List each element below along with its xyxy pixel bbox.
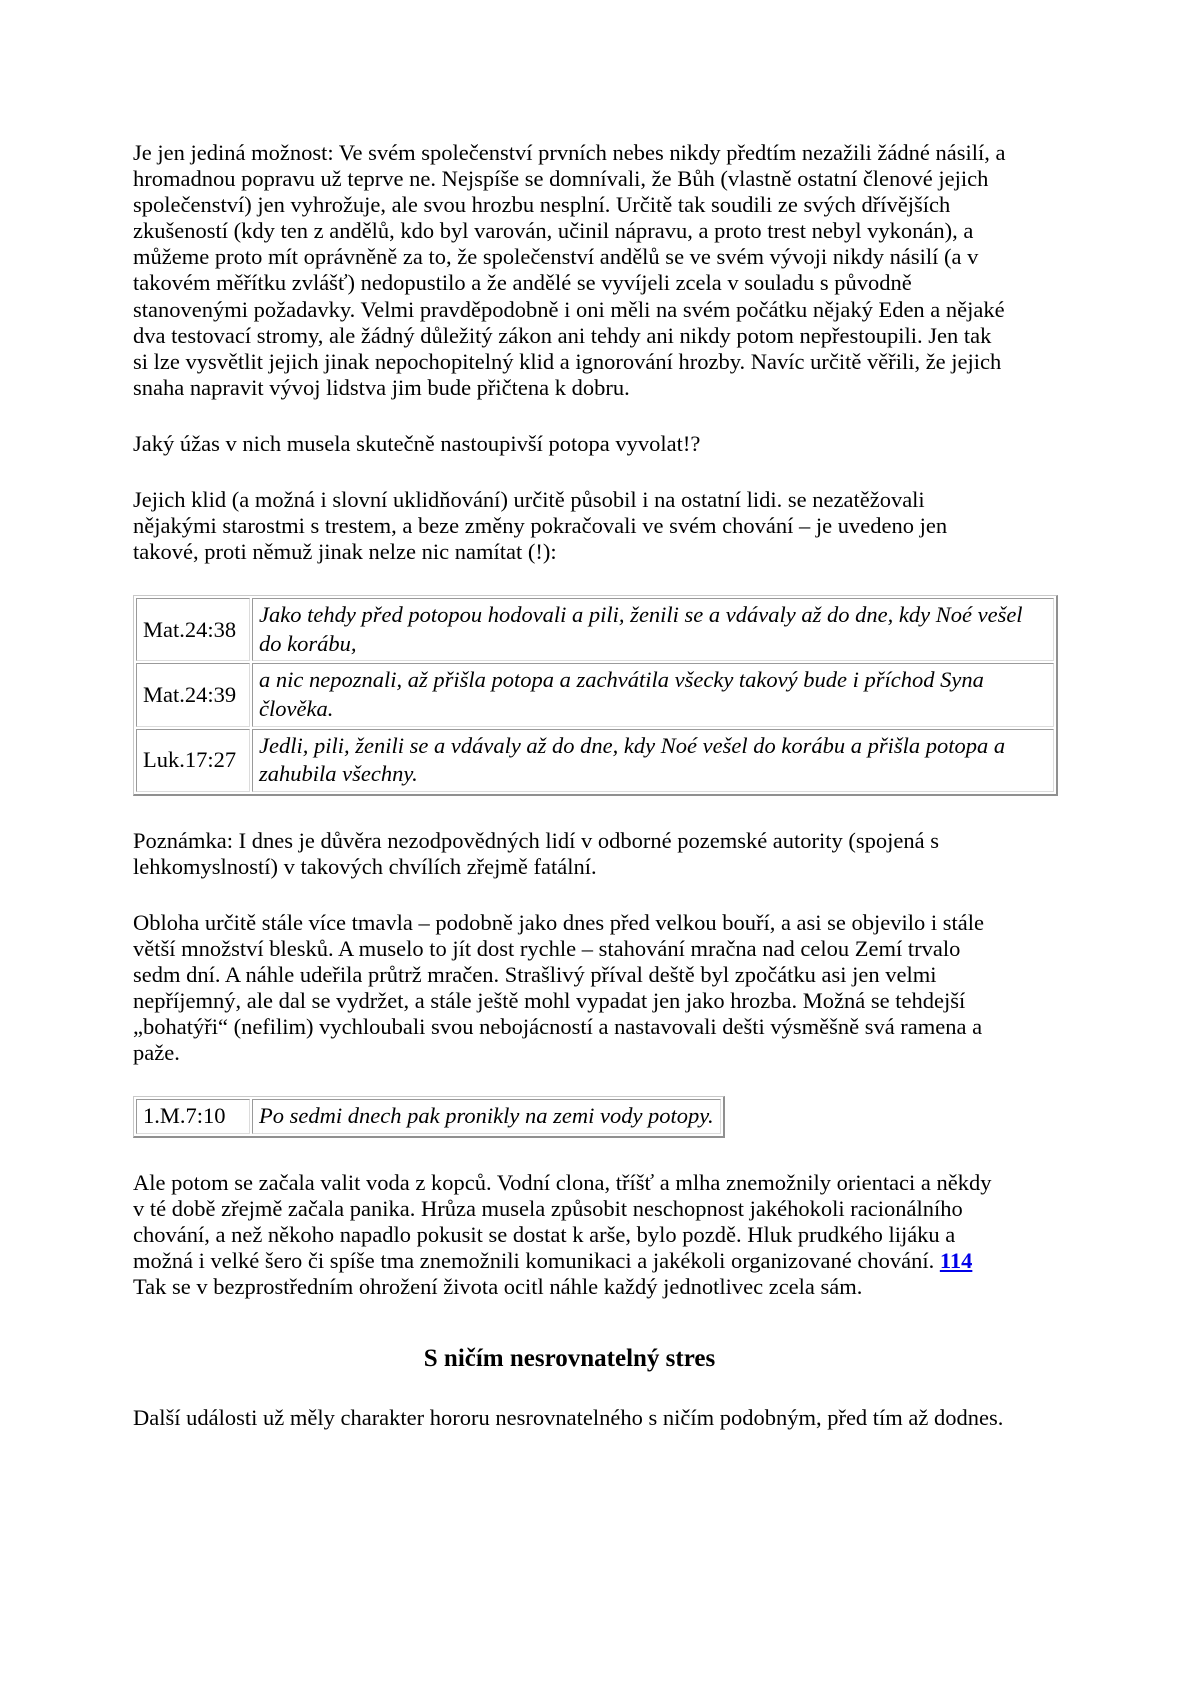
table-row: [136, 598, 1054, 661]
table-row: [136, 663, 1054, 726]
section-heading: S ničím nesrovnatelný stres: [423, 1345, 716, 1373]
footnote-link-114[interactable]: 114: [939, 1248, 973, 1274]
verse-ref: Luk.17:27: [136, 729, 250, 792]
paragraph-sky: Obloha určitě stále více tmavla – podobně jako dnes před velkou bouří, a asi se objevilo i stále větší množství blesků. A muselo to jít dost rychle – stahování mračna nad celou Zemí trvalo sedm dní. A náhle udeřila průtrž mračen. Strašlivý příval deště byl zpočátku asi jen velmi nepříjemný, ale dal se vydržet, a stále ještě mohl vypadat jen jako hrozba. Možná se tehdejší „bohatýři“ (nefilim) vychloubali svou nebojácností a nastavovali dešti výsměšně svá ramena a paže.: [133, 909, 985, 1066]
table-row: [136, 1099, 721, 1134]
paragraph-flood: [133, 1170, 1006, 1300]
verse-table: [133, 595, 1058, 795]
paragraph-flood-after: Tak se v bezprostředním ohrožení života ocitl náhle každý jednotlivec zcela sám.: [133, 1274, 863, 1300]
verse-text: Jedli, pili, ženili se a vdávaly až do dne, kdy Noé vešel do korábu a přišla potopa a zahubila všechny.: [252, 729, 1054, 792]
verse-text: a nic nepoznali, až přišla potopa a zachvátila všecky takový bude i příchod Syna člověka.: [252, 663, 1054, 726]
table-row: [136, 729, 1054, 792]
paragraph-intro: Je jen jediná možnost: Ve svém společenství prvních nebes nikdy předtím nezažili žádné násilí, a hromadnou popravu už teprve ne. Nejspíše se domnívali, že Bůh (vlastně ostatní členové jejich společenství) jen vyhrožuje, ale svou hrozbu nesplní. Určitě tak soudili ze svých dřívějších zkušeností (kdy ten z andělů, kdo byl varován, učinil nápravu, a proto trest nebyl vykonán), a můžeme proto mít oprávněně za to, že společenství andělů se ve svém vývoji nikdy násilí (a v takovém měřítku zvlášť) nedopustilo a že andělé se vyvíjeli zcela v souladu s původně stanovenými požadavky. Velmi pravděpodobně i oni měli na svém počátku nějaký Eden a nějaké dva testovací stromy, ale žádný důležitý zákon ani tehdy ani nikdy potom nepřestoupili. Jen tak si lze vysvětlit jejich jinak nepochopitelný klid a ignorování hrozby. Navíc určitě věřili, že jejich snaha napravit vývoj lidstva jim bude přičtena k dobru.: [133, 140, 1006, 400]
verse-text: Po sedmi dnech pak pronikly na zemi vody potopy.: [252, 1099, 721, 1134]
paragraph-calm: Jejich klid (a možná i slovní uklidňování) určitě působil i na ostatní lidi. se nezatěžovali nějakými starostmi s trestem, a beze změny pokračovali ve svém chování – je uvedeno jen takové, proti němuž jinak nelze nic namítat (!):: [133, 487, 948, 565]
paragraph-closing: Další události už měly charakter hororu nesrovnatelného s ničím podobným, před tím až dodnes.: [133, 1405, 1004, 1431]
verse-text: Jako tehdy před potopou hodovali a pili, ženili se a vdávaly až do dne, kdy Noé vešel do korábu,: [252, 598, 1054, 661]
verse-table-single: [133, 1096, 725, 1138]
paragraph-flood-before: Ale potom se začala valit voda z kopců. Vodní clona, tříšť a mlha znemožnily orientaci a někdy v té době zřejmě začala panika. Hrůza musela způsobit neschopnost jakéhokoli racionálního chování, a než někoho napadlo pokusit se dostat k arše, bylo pozdě. Hluk prudkého lijáku a možná i velké šero či spíše tma znemožnili komunikaci a jakékoli organizované chování.: [133, 1170, 992, 1274]
verse-ref: Mat.24:39: [136, 663, 250, 726]
verse-ref: Mat.24:38: [136, 598, 250, 661]
paragraph-question: Jaký úžas v nich musela skutečně nastoupivší potopa vyvolat!?: [133, 430, 701, 456]
paragraph-note: Poznámka: I dnes je důvěra nezodpovědných lidí v odborné pozemské autority (spojená s lehkomyslností) v takových chvílích zřejmě fatální.: [133, 827, 940, 879]
verse-ref: 1.M.7:10: [136, 1099, 250, 1134]
